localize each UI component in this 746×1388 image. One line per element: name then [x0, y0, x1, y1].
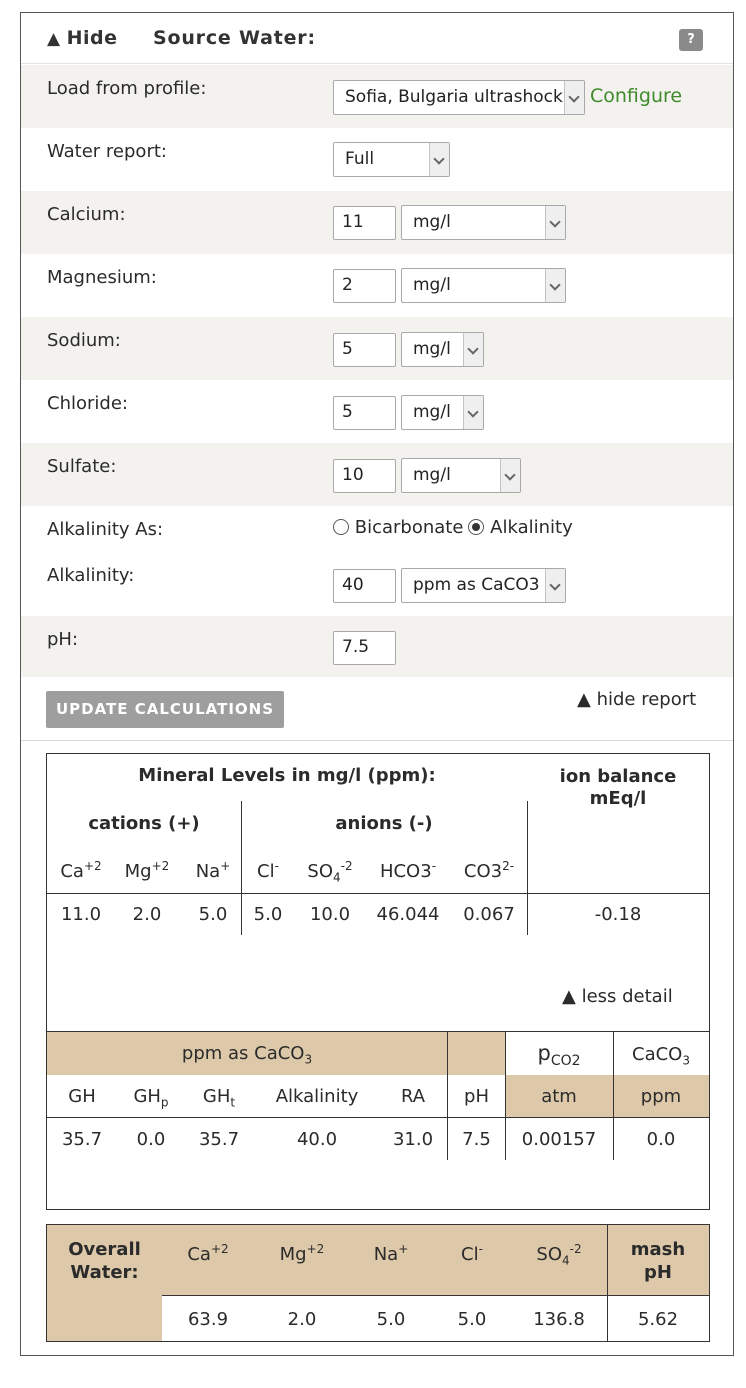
caco3-value: 0.0 — [646, 1129, 676, 1150]
report-label: Water report: — [47, 141, 167, 162]
sodium-ion-value: 5.0 — [198, 904, 228, 925]
sodium-unit-select[interactable] — [401, 332, 484, 367]
ph-row — [21, 616, 733, 677]
ght-value: 35.7 — [198, 1129, 240, 1150]
bicarbonate-ion-value: 46.044 — [376, 904, 440, 925]
sulfate-ion-value: 10.0 — [309, 904, 351, 925]
ph-group-header-bg — [448, 1032, 505, 1075]
configure-link[interactable]: Configure — [590, 85, 683, 107]
atm-header: atm — [541, 1086, 577, 1107]
chevron-down-icon — [463, 333, 483, 366]
bicarbonate-option-label: Bicarbonate — [354, 517, 464, 538]
help-icon[interactable]: ? — [679, 29, 703, 51]
calcium-unit-value: mg/l — [413, 212, 451, 232]
overall-sulfate-header: $SO_4^{-2}$ — [536, 1242, 582, 1268]
report-row — [21, 128, 733, 191]
sulfate-row — [21, 443, 733, 506]
alkalinity-input[interactable]: 40 — [333, 569, 396, 603]
overall-label-line2: Water: — [70, 1262, 139, 1283]
magnesium-label: Magnesium: — [47, 267, 157, 288]
overall-magnesium-value: 2.0 — [287, 1309, 317, 1330]
chevron-down-icon — [564, 81, 584, 114]
ppm-as-caco3-label: ppm as CaCO$_3$ — [181, 1043, 313, 1067]
overall-chloride-value: 5.0 — [457, 1309, 487, 1330]
chloride-ion-header: Cl- — [257, 859, 279, 882]
chloride-unit-value: mg/l — [413, 402, 451, 422]
alkalinity-row — [21, 552, 733, 616]
pco2-header: $p_{CO2}$ — [537, 1041, 581, 1070]
hide-label: Hide — [66, 27, 118, 49]
chevron-down-icon — [545, 269, 565, 302]
chloride-input[interactable]: 5 — [333, 396, 396, 430]
magnesium-input[interactable]: 2 — [333, 269, 396, 303]
bicarbonate-radio[interactable] — [333, 519, 349, 535]
chevron-down-icon — [545, 206, 565, 239]
profile-select[interactable] — [333, 80, 585, 115]
divider — [21, 740, 733, 741]
carbonate-ion-header: $CO3^{2-}$ — [463, 859, 515, 882]
sodium-input[interactable]: 5 — [333, 333, 396, 367]
overall-label-bg — [47, 1295, 162, 1341]
gh-value: 35.7 — [61, 1129, 103, 1150]
overall-sulfate-value: 136.8 — [533, 1309, 585, 1330]
mash-ph-header-line2: pH — [644, 1262, 672, 1283]
ph-value: 7.5 — [462, 1129, 491, 1150]
alkalinity-radio[interactable] — [468, 519, 484, 535]
overall-calcium-value: 63.9 — [187, 1309, 229, 1330]
overall-calcium-header: $Ca^{+2}$ — [187, 1242, 229, 1265]
calcium-ion-value: 11.0 — [60, 904, 102, 925]
alkalinity-option-label: Alkalinity — [490, 517, 573, 538]
ph-input[interactable]: 7.5 — [333, 631, 396, 665]
ght-header: $GH_t$ — [202, 1086, 236, 1110]
overall-chloride-header: Cl- — [461, 1242, 483, 1265]
mash-ph-value: 5.62 — [637, 1309, 679, 1330]
anions-label: anions (-) — [335, 813, 433, 834]
alkalinity-as-row — [21, 506, 733, 552]
magnesium-unit-value: mg/l — [413, 275, 451, 295]
hide-toggle[interactable] — [47, 27, 117, 49]
pco2-value: 0.00157 — [521, 1129, 597, 1150]
report-select-value: Full — [345, 149, 375, 169]
magnesium-row — [21, 254, 733, 317]
caco3-header-rule — [47, 1117, 709, 1118]
minerals-header-rule — [47, 893, 709, 894]
chevron-down-icon — [463, 396, 483, 429]
less-detail-link[interactable]: ▲ less detail — [562, 986, 673, 1007]
mineral-report — [46, 753, 710, 1210]
calcium-label: Calcium: — [47, 204, 126, 225]
ghp-header: $GH_p$ — [133, 1086, 169, 1110]
hide-report-link[interactable]: ▲ hide report — [577, 689, 697, 710]
chloride-label: Chloride: — [47, 393, 128, 414]
magnesium-unit-select[interactable] — [401, 268, 566, 303]
chevron-down-icon — [429, 143, 449, 176]
sulfate-label: Sulfate: — [47, 456, 117, 477]
sodium-unit-value: mg/l — [413, 339, 451, 359]
profile-label: Load from profile: — [47, 78, 207, 99]
profile-select-value: Sofia, Bulgaria ultrashock — [345, 87, 563, 107]
magnesium-ion-header: $Mg^{+2}$ — [124, 859, 170, 882]
alkalinity-as-radio-group — [333, 517, 578, 538]
calcium-row — [21, 191, 733, 254]
alkalinity-unit-value: ppm as CaCO3 — [413, 575, 540, 595]
gh-header: GH — [68, 1086, 96, 1107]
sulfate-unit-select[interactable] — [401, 458, 521, 493]
chloride-row — [21, 380, 733, 443]
alkalinity-header: Alkalinity — [275, 1086, 359, 1107]
ph-header: pH — [464, 1086, 489, 1107]
ion-balance-unit: mEq/l — [589, 788, 647, 809]
chevron-down-icon — [545, 569, 565, 602]
sodium-label: Sodium: — [47, 330, 121, 351]
update-calculations-button[interactable]: UPDATE CALCULATIONS — [46, 691, 284, 728]
calcium-input[interactable]: 11 — [333, 206, 396, 240]
chloride-ion-value: 5.0 — [253, 904, 283, 925]
ion-balance-title: ion balance — [559, 766, 677, 787]
sulfate-input[interactable]: 10 — [333, 459, 396, 493]
sodium-ion-header: Na+ — [195, 859, 231, 882]
mash-ph-header-line1: mash — [630, 1239, 686, 1260]
chevron-down-icon — [500, 459, 520, 492]
bicarbonate-option[interactable] — [333, 517, 468, 538]
ra-header: RA — [400, 1086, 426, 1107]
source-water-panel — [20, 12, 734, 1356]
sodium-row — [21, 317, 733, 380]
ghp-value: 0.0 — [136, 1129, 166, 1150]
alkalinity-option[interactable] — [468, 517, 577, 538]
overall-magnesium-header: $Mg^{+2}$ — [279, 1242, 325, 1265]
chloride-unit-select[interactable] — [401, 395, 484, 430]
sulfate-unit-value: mg/l — [413, 465, 451, 485]
ion-balance-value: -0.18 — [594, 904, 642, 925]
overall-label-line1: Overall — [68, 1239, 141, 1260]
alkalinity-value: 40.0 — [296, 1129, 338, 1150]
overall-water-table — [46, 1224, 710, 1342]
calcium-unit-select[interactable] — [401, 205, 566, 240]
panel-title: Source Water: — [153, 27, 316, 49]
ph-label: pH: — [47, 629, 79, 650]
alkalinity-unit-select[interactable] — [401, 568, 566, 603]
overall-sodium-value: 5.0 — [376, 1309, 406, 1330]
magnesium-ion-value: 2.0 — [132, 904, 162, 925]
alkalinity-as-label: Alkalinity As: — [47, 519, 164, 540]
caco3-header: CaCO$_3$ — [632, 1044, 690, 1068]
ra-value: 31.0 — [392, 1129, 434, 1150]
ppm-header: ppm — [640, 1086, 682, 1107]
collapse-arrow-icon: ▲ — [47, 29, 61, 49]
report-select[interactable] — [333, 142, 450, 177]
sulfate-ion-header: $SO_4^{-2}$ — [307, 859, 353, 885]
mineral-levels-title: Mineral Levels in mg/l (ppm): — [138, 765, 436, 786]
bicarbonate-ion-header: HCO3- — [379, 859, 437, 882]
overall-header-rule — [162, 1295, 709, 1296]
cations-label: cations (+) — [88, 813, 200, 834]
overall-sodium-header: Na+ — [373, 1242, 409, 1265]
alkalinity-label: Alkalinity: — [47, 565, 135, 586]
panel-header — [21, 13, 733, 64]
calcium-ion-header: $Ca^{+2}$ — [60, 859, 102, 882]
profile-row — [21, 65, 733, 128]
carbonate-ion-value: 0.067 — [463, 904, 515, 925]
